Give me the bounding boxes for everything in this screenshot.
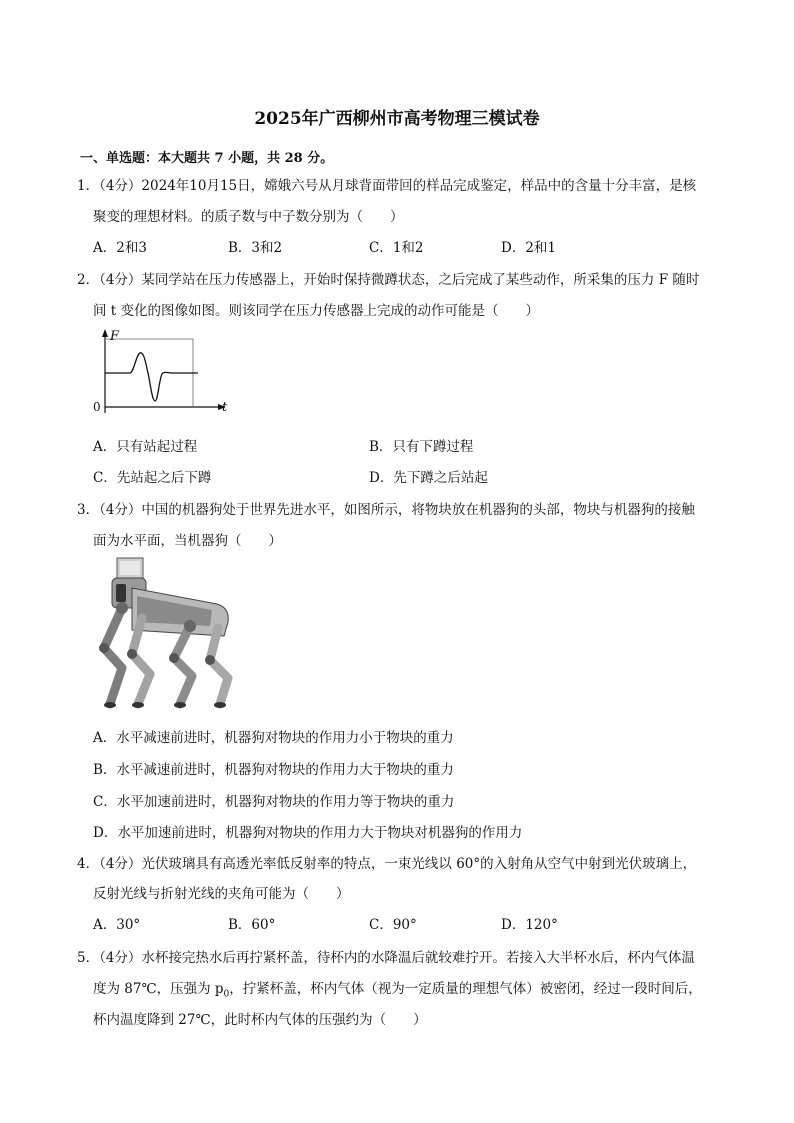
q2-line-1: 2．（4分）某同学站在压力传感器上，开始时保持微蹲状态，之后完成了某些动作，所采集的压力 F 随时 — [77, 272, 700, 288]
back-right-leg — [210, 628, 228, 704]
q1-option-b: B．3和2 — [228, 240, 283, 256]
q5-subscript: 0 — [223, 989, 230, 1000]
y-axis-arrow — [102, 329, 108, 337]
q4-line-2: 反射光线与折射光线的夹角可能为（ ） — [93, 886, 350, 902]
q3-option-a: A．水平减速前进时，机器狗对物块的作用力小于物块的重力 — [93, 730, 454, 746]
front-left-leg — [104, 608, 122, 704]
q4-option-d: D．120° — [501, 917, 558, 933]
q4-option-b: B．60° — [228, 917, 276, 933]
q2-line-2: 间 t 变化的图像如图。则该同学在压力传感器上完成的动作可能是（ ） — [93, 303, 540, 319]
q4-option-c: C．90° — [369, 917, 417, 933]
q5-line-2a: 度为 87℃，压强为 p — [93, 981, 224, 997]
q1-option-d: D．2和1 — [501, 240, 557, 256]
q1-line-1: 1．（4分）2024年10月15日，嫦娥六号从月球背面带回的样品完成鉴定，样品中的含量十分丰富，是核 — [77, 178, 697, 194]
q2-option-c: C．先站起之后下蹲 — [93, 470, 212, 486]
back-left-leg — [174, 626, 192, 704]
origin-label: 0 — [93, 400, 101, 414]
q4-line-1: 4．（4分）光伏玻璃具有高透光率低反射率的特点，一束光线以 60°的入射角从空气中射到光伏玻璃上， — [77, 856, 697, 872]
q4-option-a: A．30° — [93, 917, 141, 933]
x-axis-label: t — [222, 400, 228, 415]
q3-option-d: D．水平加速前进时，机器狗对物块的作用力大于物块对机器狗的作用力 — [93, 825, 523, 841]
y-axis-label: F — [110, 329, 120, 344]
q1-option-a: A．2和3 — [93, 240, 147, 256]
q2-option-a: A．只有站起过程 — [93, 439, 198, 455]
q2-option-b: B．只有下蹲过程 — [369, 439, 474, 455]
q3-line-1: 3．（4分）中国的机器狗处于世界先进水平，如图所示，将物块放在机器狗的头部，物块与机器狗的接触 — [77, 502, 695, 518]
section-heading: 一、单选题：本大题共 7 小题，共 28 分。 — [80, 151, 334, 166]
force-time-graph — [90, 325, 240, 420]
q1-option-c: C．1和2 — [369, 240, 424, 256]
q3-line-2: 面为水平面，当机器狗（ ） — [93, 533, 282, 549]
force-curve — [105, 353, 198, 401]
q2-option-d: D．先下蹲之后站起 — [369, 470, 488, 486]
page-title: 2025年广西柳州市高考物理三模试卷 — [254, 109, 540, 129]
q3-option-b: B．水平减速前进时，机器狗对物块的作用力大于物块的重力 — [93, 762, 454, 778]
q3-option-c: C．水平加速前进时，机器狗对物块的作用力等于物块的重力 — [93, 794, 455, 810]
q5-line-3: 杯内温度降到 27℃，此时杯内气体的压强约为（ ） — [93, 1012, 427, 1028]
robot-dog-image — [92, 556, 242, 711]
q5-line-1: 5．（4分）水杯接完热水后再拧紧杯盖，待杯内的水降温后就较难拧开。若接入大半杯水后，杯内气体温 — [77, 950, 695, 966]
q1-line-2: 聚变的理想材料。的质子数与中子数分别为（ ） — [93, 209, 404, 225]
q5-line-2 — [93, 977, 702, 1000]
q5-line-2b: ，拧紧杯盖，杯内气体（视为一定质量的理想气体）被密闭，经过一段时间后， — [229, 981, 702, 997]
